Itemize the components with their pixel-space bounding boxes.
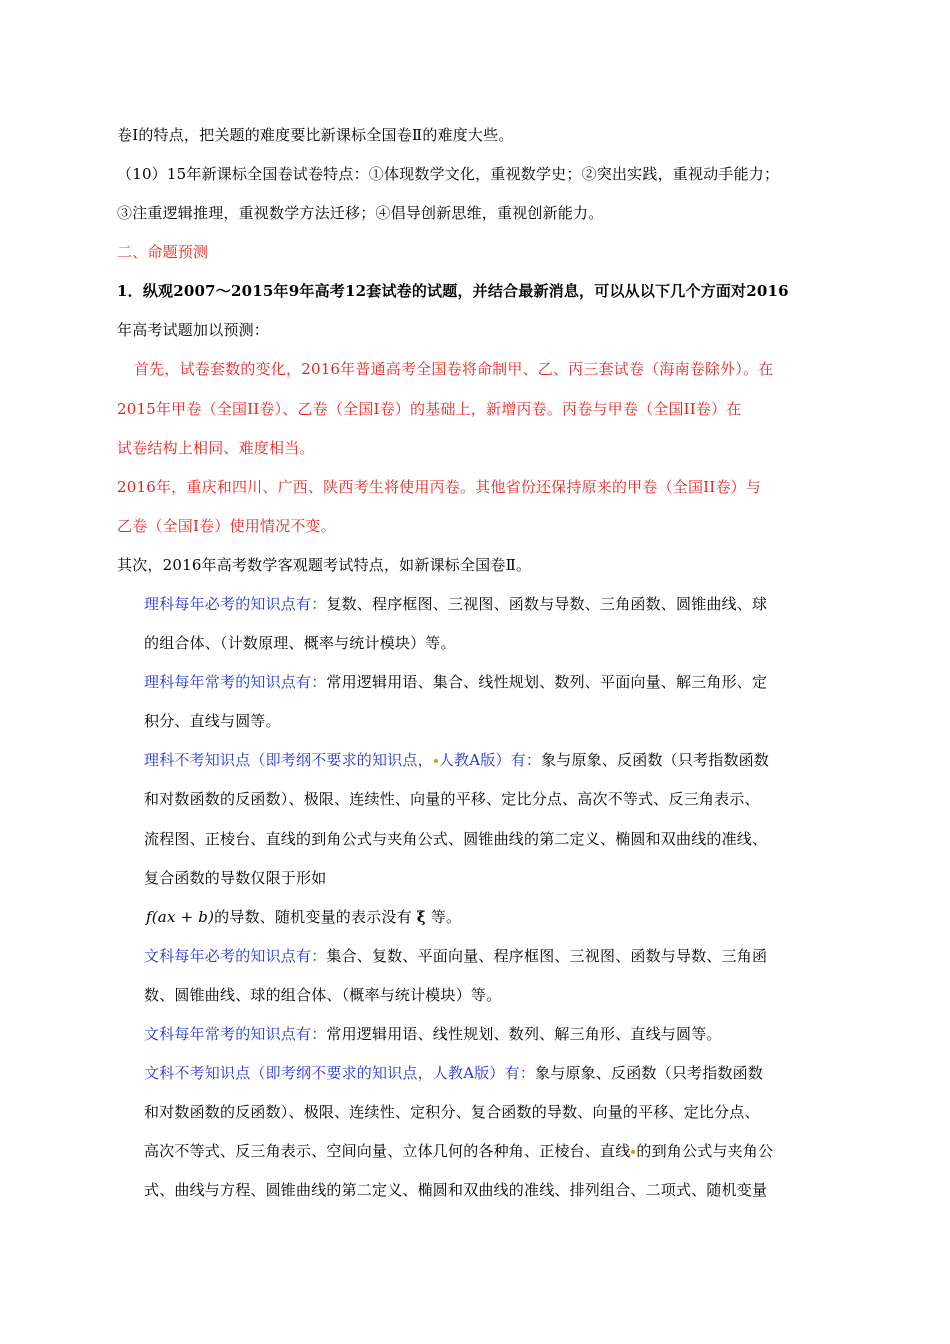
science-must-text-1: 复数、程序框图、三视图、函数与导数、三角函数、圆锥曲线、球	[326, 595, 768, 613]
science-not-text-6: 等。	[430, 908, 462, 926]
arts-must-line-2: 数、圆锥曲线、球的组合体、（概率与统计模块）等。	[144, 986, 502, 1004]
marker-dot	[434, 759, 438, 763]
science-not-line-3: 流程图、正棱台、直线的到角公式与夹角公式、圆锥曲线的第二定义、椭圆和双曲线的准线、	[144, 830, 768, 848]
red-block-line-5: 乙卷（全国I卷）使用情况不变。	[117, 517, 336, 535]
science-not-line-2: 和对数函数的反函数）、极限、连续性、向量的平移、定比分点、高次不等式、反三角表示、	[144, 790, 760, 808]
science-not-text-5: 的导数、随机变量的表示没有	[214, 908, 412, 926]
arts-must-text-1: 集合、复数、平面向量、程序框图、三视图、函数与导数、三角函	[326, 947, 768, 965]
arts-often-line-1	[144, 1024, 722, 1044]
arts-must-line-1	[144, 946, 767, 966]
red-block-line-3: 试卷结构上相同、难度相当。	[117, 439, 315, 457]
science-not-label-a: 理科不考知识点（即考纲不要求的知识点，	[144, 751, 433, 769]
science-not-label-b: 人教A版）有：	[438, 751, 542, 769]
arts-not-text-3b: 的到角公式与夹角公	[636, 1142, 774, 1160]
intro-line-2: （10）15年新课标全国卷试卷特点：①体现数学文化，重视数学史；②突出实践，重视动手能力；	[117, 165, 780, 183]
arts-must-label: 文科每年必考的知识点有：	[144, 947, 327, 965]
science-not-line-5	[146, 907, 461, 927]
science-not-line-1	[144, 750, 769, 770]
science-not-text-1: 象与原象、反函数（只考指数函数	[541, 751, 770, 769]
arts-not-text-3a: 高次不等式、反三角表示、空间向量、立体几何的各种角、正棱台、直线	[144, 1142, 631, 1160]
formula: f(ax + b)	[146, 908, 215, 926]
arts-not-line-2: 和对数函数的反函数）、极限、连续性、定积分、复合函数的导数、向量的平移、定比分点、	[144, 1103, 760, 1121]
marker-dot	[631, 1150, 635, 1154]
xi-symbol: ξ	[416, 908, 426, 926]
intro-line-1: 卷Ⅰ的特点，把关题的难度要比新课标全国卷Ⅱ的难度大些。	[117, 126, 514, 144]
science-must-line-1	[144, 594, 767, 614]
red-block-line-2: 2015年甲卷（全国II卷）、乙卷（全国I卷）的基础上，新增丙卷。丙卷与甲卷（全国II卷）在	[117, 400, 742, 418]
science-often-label: 理科每年常考的知识点有：	[144, 673, 327, 691]
red-block-line-4: 2016年，重庆和四川、广西、陕西考生将使用丙卷。其他省份还保持原来的甲卷（全国II卷）与	[117, 478, 762, 496]
science-must-label: 理科每年必考的知识点有：	[144, 595, 327, 613]
item1-line-1: 1．纵观2007～2015年9年高考12套试卷的试题，并结合最新消息，可以从以下几个方面对2016	[117, 282, 789, 300]
section-heading: 二、命题预测	[117, 243, 209, 261]
intro-line-3: ③注重逻辑推理，重视数学方法迁移；④倡导创新思维，重视创新能力。	[117, 204, 604, 222]
second-point: 其次，2016年高考数学客观题考试特点，如新课标全国卷Ⅱ。	[117, 556, 532, 574]
arts-not-text-1: 象与原象、反函数（只考指数函数	[535, 1064, 764, 1082]
arts-often-label: 文科每年常考的知识点有：	[144, 1025, 327, 1043]
arts-not-line-1	[144, 1063, 763, 1083]
science-often-line-1	[144, 672, 767, 692]
red-block-line-1: 首先，试卷套数的变化，2016年普通高考全国卷将命制甲、乙、丙三套试卷（海南卷除外）。在	[134, 360, 774, 378]
science-not-line-4: 复合函数的导数仅限于形如	[144, 869, 327, 887]
arts-not-label: 文科不考知识点（即考纲不要求的知识点，人教A版）有：	[144, 1064, 536, 1082]
arts-not-line-3	[144, 1141, 773, 1161]
science-must-line-2: 的组合体、（计数原理、概率与统计模块）等。	[144, 634, 456, 652]
arts-often-text-1: 常用逻辑用语、线性规划、数列、解三角形、直线与圆等。	[326, 1025, 722, 1043]
science-often-line-2: 积分、直线与圆等。	[144, 712, 281, 730]
arts-not-line-4: 式、曲线与方程、圆锥曲线的第二定义、椭圆和双曲线的准线、排列组合、二项式、随机变量	[144, 1181, 768, 1199]
science-often-text-1: 常用逻辑用语、集合、线性规划、数列、平面向量、解三角形、定	[326, 673, 768, 691]
item1-line-2: 年高考试题加以预测：	[117, 321, 270, 339]
